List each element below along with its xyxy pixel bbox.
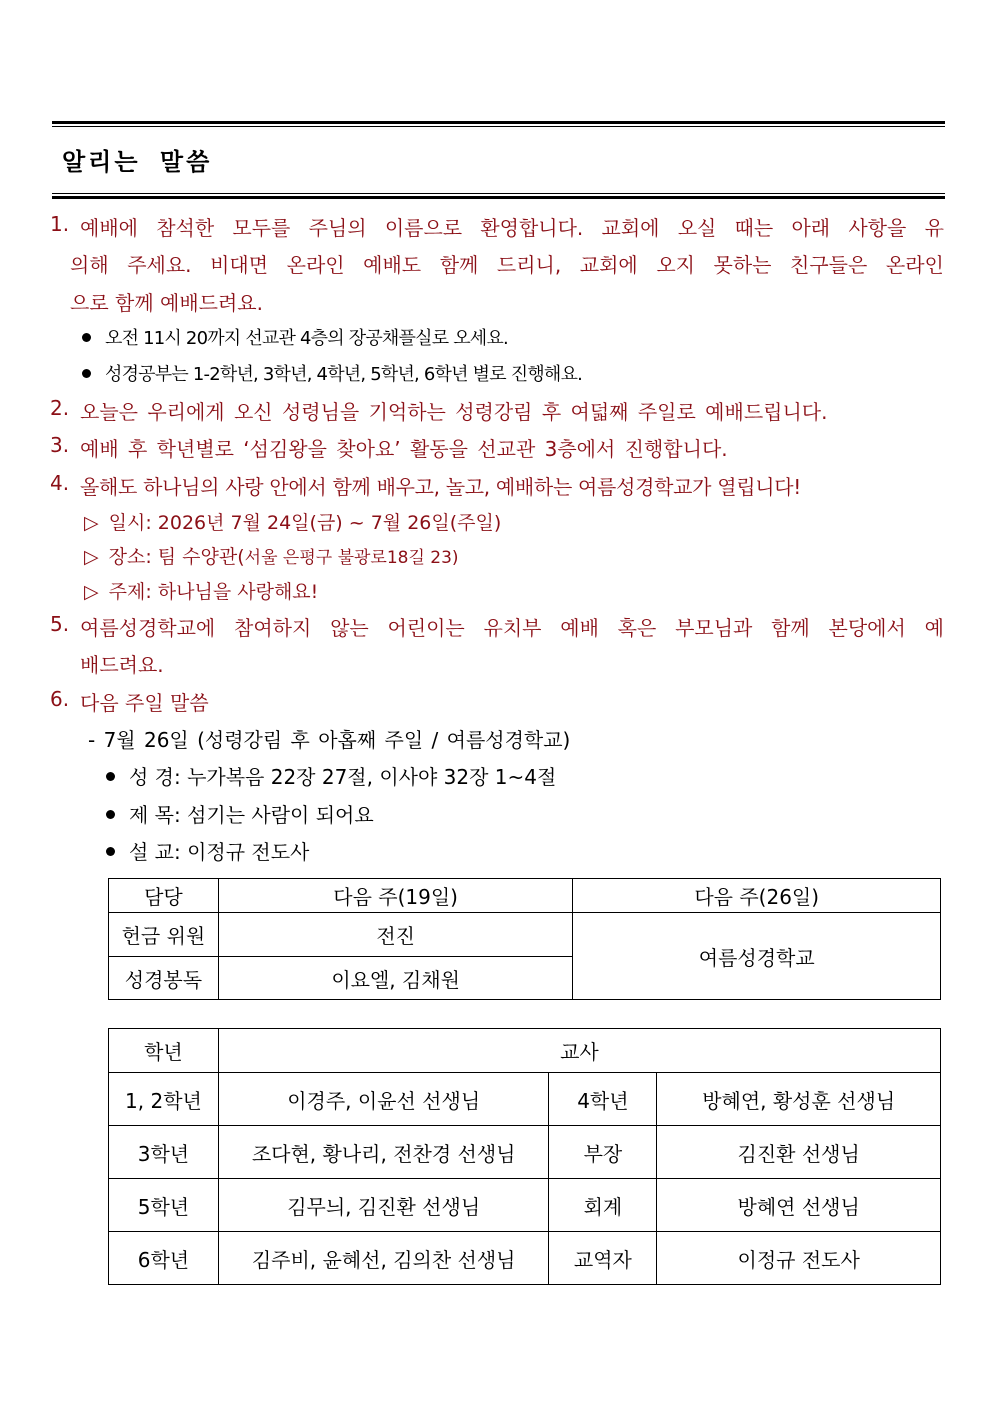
item-3-number: 3. xyxy=(50,433,70,457)
duty-name-reading: 이요엘, 김채원 xyxy=(218,957,573,1000)
item-1-number: 1. xyxy=(50,212,70,236)
sermon-title-line: 제 목: 섬기는 사람이 되어요 xyxy=(106,799,374,828)
preacher-line: 설 교: 이정규 전도사 xyxy=(106,836,309,865)
page-title: 알리는 말씀 xyxy=(62,148,213,176)
item-1-bullet-2: 성경공부는 1-2학년, 3학년, 4학년, 5학년, 6학년 별로 진행해요. xyxy=(82,360,582,386)
duty-merged-vbs: 여름성경학교 xyxy=(573,913,941,1000)
bullet-dot-icon xyxy=(106,847,115,856)
table-row: 5학년 김무늬, 김진환 선생님 회계 방혜연 선생님 xyxy=(109,1179,941,1232)
header-rule-bottom-thin xyxy=(52,193,945,194)
item-4-text: 올해도 하나님의 사랑 안에서 함께 배우고, 놀고, 예배하는 여름성경학교가 열립니다! xyxy=(80,475,802,499)
triangle-marker-icon: ▷ xyxy=(84,512,99,534)
bullet-dot-icon xyxy=(106,810,115,819)
next-sunday-heading: - 7월 26일 (성령강림 후 아홉째 주일 / 여름성경학교) xyxy=(88,728,571,752)
header-rule-bottom xyxy=(52,196,945,199)
item-1-bullet-1: 오전 11시 20까지 선교관 4층의 장공채플실로 오세요. xyxy=(82,324,508,350)
duty-header-week19: 다음 주(19일) xyxy=(218,879,573,913)
duty-name-offering: 전진 xyxy=(218,913,573,957)
teacher-header-grade: 학년 xyxy=(109,1029,219,1073)
bullet-dot-icon xyxy=(82,333,91,342)
scripture-line: 성 경: 누가복음 22장 27절, 이사야 32장 1~4절 xyxy=(106,761,556,790)
teacher-table xyxy=(108,1028,941,1285)
item-2-number: 2. xyxy=(50,396,70,420)
item-5-number: 5. xyxy=(50,612,70,636)
header-rule-top-thin xyxy=(52,126,945,127)
triangle-marker-icon: ▷ xyxy=(84,581,99,603)
duty-role-reading: 성경봉독 xyxy=(109,957,219,1000)
item-2-text: 오늘은 우리에게 오신 성령님을 기억하는 성령강림 후 여덟째 주일로 예배드립니다. xyxy=(80,400,828,424)
item-1-line-3: 으로 함께 예배드려요. xyxy=(70,291,263,315)
teacher-header-teachers: 교사 xyxy=(218,1029,940,1073)
item-4-place: ▷ 장소: 팀 수양관(서울 은평구 불광로18길 23) xyxy=(84,546,459,568)
item-4-date: ▷ 일시: 2026년 7월 24일(금) ~ 7월 26일(주일) xyxy=(84,512,502,534)
table-row: 3학년 조다현, 황나리, 전찬경 선생님 부장 김진환 선생님 xyxy=(109,1126,941,1179)
bullet-dot-icon xyxy=(82,369,91,378)
table-row: 6학년 김주비, 윤혜선, 김의찬 선생님 교역자 이정규 전도사 xyxy=(109,1232,941,1285)
item-4-number: 4. xyxy=(50,471,70,495)
duty-table xyxy=(108,878,941,1000)
item-1-line-2: 의해 주세요. 비대면 온라인 예배도 함께 드리니, 교회에 오지 못하는 친구들은 온라인 xyxy=(70,253,944,277)
triangle-marker-icon: ▷ xyxy=(84,546,99,568)
item-3-text: 예배 후 학년별로 ‘섬김왕을 찾아요’ 활동을 선교관 3층에서 진행합니다. xyxy=(80,437,728,461)
table-row: 1, 2학년 이경주, 이윤선 선생님 4학년 방혜연, 황성훈 선생님 xyxy=(109,1073,941,1126)
duty-role-offering: 헌금 위원 xyxy=(109,913,219,957)
item-6-text: 다음 주일 말씀 xyxy=(80,691,209,715)
duty-header-role: 담당 xyxy=(109,879,219,913)
item-1-line-1: 예배에 참석한 모두를 주님의 이름으로 환영합니다. 교회에 오실 때는 아래 사항을 유 xyxy=(80,216,944,240)
bullet-dot-icon xyxy=(106,772,115,781)
duty-header-week26: 다음 주(26일) xyxy=(573,879,941,913)
item-6-number: 6. xyxy=(50,687,70,711)
item-5-line-2: 배드려요. xyxy=(80,653,164,677)
item-4-theme: ▷ 주제: 하나님을 사랑해요! xyxy=(84,581,319,603)
item-5-line-1: 여름성경학교에 참여하지 않는 어린이는 유치부 예배 혹은 부모님과 함께 본당에서 예 xyxy=(80,616,944,640)
header-rule-top xyxy=(52,121,945,124)
